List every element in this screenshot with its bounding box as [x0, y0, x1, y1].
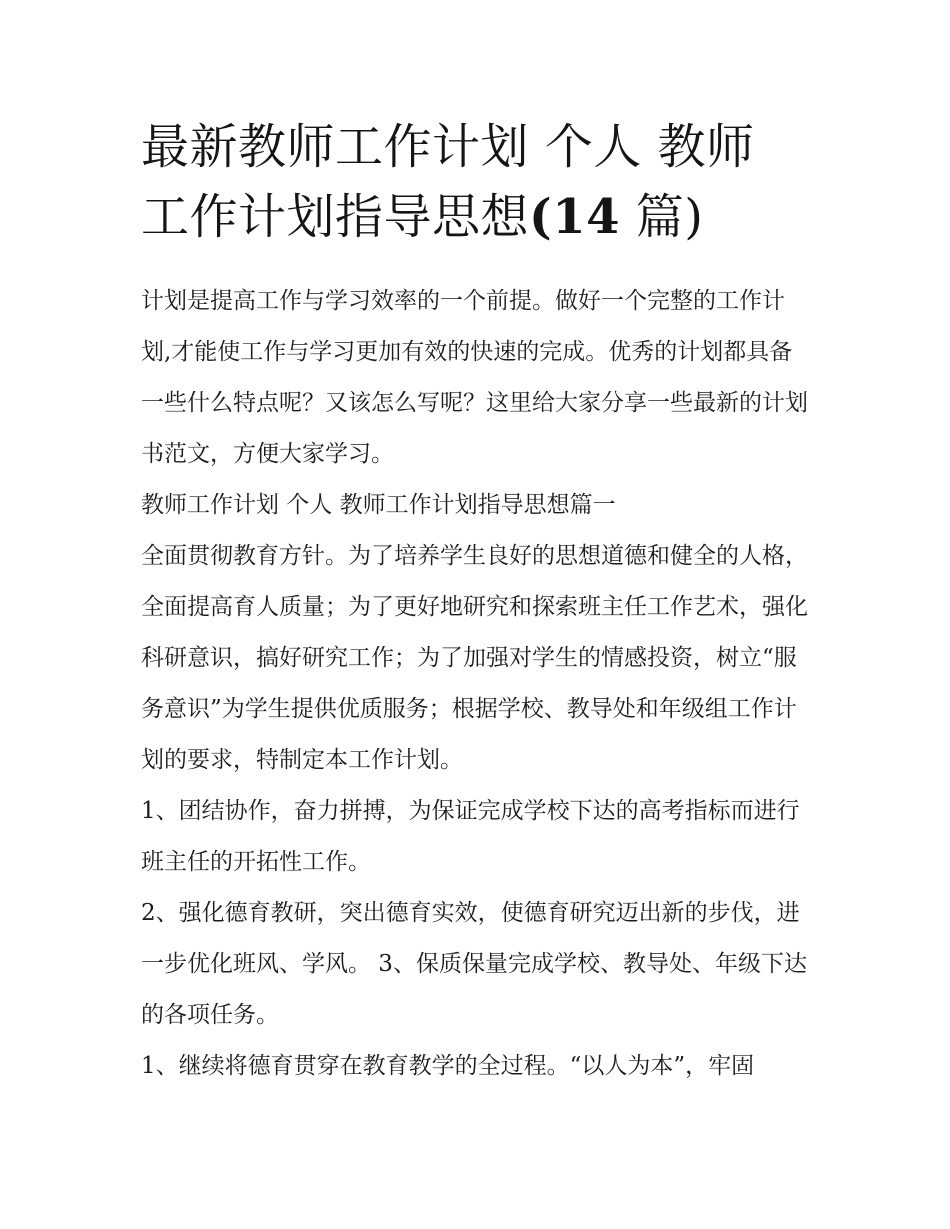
intro-paragraph: 计划是提高工作与学习效率的一个前提。做好一个完整的工作计划,才能使工作与学习更加有效的快速的完成。优秀的计划都具备一些什么特点呢？又该怎么写呢？这里给大家分享一些最新的计划书范文，方便大家学习。 — [141, 288, 808, 467]
title-line-1: 最新教师工作计划 个人 教师 — [141, 119, 755, 175]
section-heading: 教师工作计划 个人 教师工作计划指导思想篇一 — [141, 492, 616, 518]
goal-item-2: 2、强化德育教研，突出德育实效，使德育研究迈出新的步伐，进一步优化班风、学风。 3、保质保量完成学校、教导处、年级下达的各项任务。 — [141, 900, 807, 1028]
task-item-1: 1、继续将德育贯穿在教育教学的全过程。“以人为本”，牢固 — [141, 1053, 755, 1079]
document-body — [141, 276, 813, 1092]
goal-item-1: 1、团结协作，奋力拼搏，为保证完成学校下达的高考指标而进行班主任的开拓性工作。 — [141, 798, 800, 875]
document-content — [141, 112, 813, 1092]
document-title — [141, 112, 813, 252]
title-line-2-suffix: 篇) — [620, 189, 704, 245]
title-line-2-prefix: 工作计划指导思想 — [141, 189, 530, 245]
guiding-thought-paragraph: 全面贯彻教育方针。为了培养学生良好的思想道德和健全的人格，全面提高育人质量；为了更好地研究和探索班主任工作艺术，强化科研意识，搞好研究工作；为了加强对学生的情感投资，树立“服务意识”为学生提供优质服务；根据学校、教导处和年级组工作计划的要求，特制定本工作计划。 — [141, 543, 808, 773]
title-line-2-count: (14 — [529, 189, 621, 245]
